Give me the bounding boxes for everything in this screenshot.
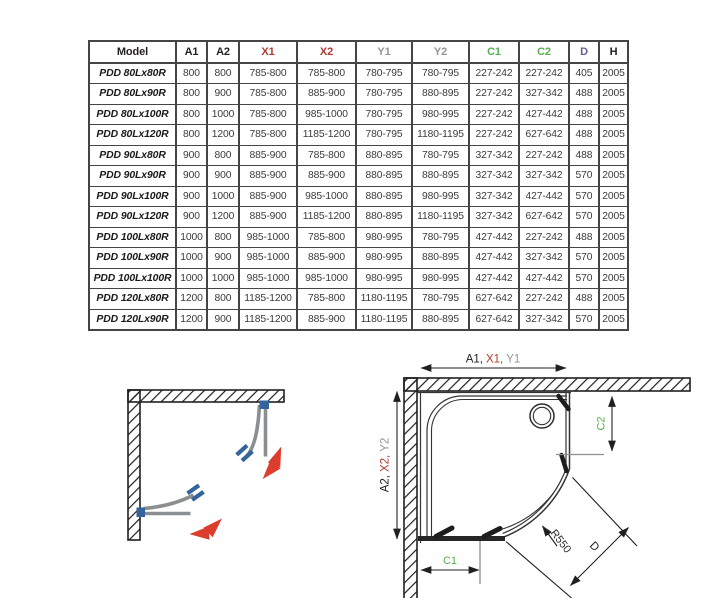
value-cell: 800 — [207, 63, 239, 84]
value-cell: 227-242 — [519, 227, 569, 248]
value-cell: 227-242 — [469, 63, 519, 84]
model-cell: PDD 100Lx100R — [89, 268, 176, 289]
column-header-y1: Y1 — [356, 41, 412, 63]
value-cell: 488 — [569, 104, 599, 125]
door-left — [137, 484, 221, 534]
value-cell: 570 — [569, 309, 599, 330]
value-cell: 1200 — [207, 207, 239, 228]
table-row — [89, 227, 628, 248]
door-open-panel — [246, 405, 260, 458]
door-swing-arrow — [192, 520, 221, 534]
value-cell: 627-642 — [469, 289, 519, 310]
model-cell: PDD 120Lx90R — [89, 309, 176, 330]
value-cell: 985-1000 — [239, 248, 297, 269]
value-cell: 980-995 — [356, 227, 412, 248]
value-cell: 570 — [569, 268, 599, 289]
value-cell: 985-1000 — [297, 104, 356, 125]
value-cell: 627-642 — [519, 207, 569, 228]
tick-lines — [480, 455, 604, 585]
value-cell: 900 — [207, 166, 239, 187]
value-cell: 488 — [569, 84, 599, 105]
value-cell: 570 — [569, 207, 599, 228]
value-cell: 885-900 — [239, 186, 297, 207]
table-row — [89, 248, 628, 269]
value-cell: 2005 — [599, 268, 628, 289]
column-header-d: D — [569, 41, 599, 63]
model-cell: PDD 90Lx90R — [89, 166, 176, 187]
value-cell: 427-442 — [519, 186, 569, 207]
value-cell: 1185-1200 — [239, 289, 297, 310]
value-cell: 1000 — [176, 248, 207, 269]
column-header-a2: A2 — [207, 41, 239, 63]
value-cell: 627-642 — [469, 309, 519, 330]
table-row — [89, 104, 628, 125]
value-cell: 1000 — [207, 268, 239, 289]
table-row — [89, 309, 628, 330]
value-cell: 1180-1195 — [356, 289, 412, 310]
value-cell: 800 — [176, 104, 207, 125]
spec-table-wrap — [88, 40, 629, 331]
header-row — [89, 41, 628, 63]
value-cell: 785-800 — [297, 63, 356, 84]
value-cell: 2005 — [599, 166, 628, 187]
value-cell: 405 — [569, 63, 599, 84]
value-cell: 1180-1195 — [412, 125, 469, 146]
value-cell: 885-900 — [297, 166, 356, 187]
column-header-x1: X1 — [239, 41, 297, 63]
value-cell: 880-895 — [356, 186, 412, 207]
dim-label-top: A1, X1, Y1 — [465, 353, 521, 366]
dim-label-c1: C1 — [442, 555, 458, 567]
value-cell: 2005 — [599, 309, 628, 330]
value-cell: 880-895 — [412, 309, 469, 330]
value-cell: 900 — [176, 207, 207, 228]
wall-hatch-top — [404, 378, 690, 391]
door-swing-diagram — [110, 385, 330, 598]
door-handle-icon — [484, 529, 500, 537]
value-cell: 227-242 — [469, 104, 519, 125]
model-cell: PDD 100Lx90R — [89, 248, 176, 269]
value-cell: 2005 — [599, 227, 628, 248]
wall-hatch-top — [128, 390, 284, 402]
value-cell: 785-800 — [239, 125, 297, 146]
value-cell: 1185-1200 — [297, 207, 356, 228]
dimension-diagram — [380, 350, 707, 598]
table-row — [89, 145, 628, 166]
table-row — [89, 166, 628, 187]
value-cell: 570 — [569, 186, 599, 207]
model-cell: PDD 80Lx90R — [89, 84, 176, 105]
value-cell: 900 — [207, 248, 239, 269]
model-cell: PDD 90Lx100R — [89, 186, 176, 207]
value-cell: 488 — [569, 145, 599, 166]
value-cell: 427-442 — [469, 227, 519, 248]
table-row — [89, 186, 628, 207]
value-cell: 785-800 — [239, 104, 297, 125]
value-cell: 1185-1200 — [239, 309, 297, 330]
value-cell: 1000 — [176, 268, 207, 289]
value-cell: 880-895 — [356, 145, 412, 166]
value-cell: 1180-1195 — [412, 207, 469, 228]
value-cell: 1200 — [176, 309, 207, 330]
value-cell: 900 — [176, 186, 207, 207]
value-cell: 880-895 — [412, 166, 469, 187]
value-cell: 885-900 — [239, 166, 297, 187]
value-cell: 1200 — [176, 289, 207, 310]
value-cell: 2005 — [599, 248, 628, 269]
value-cell: 570 — [569, 166, 599, 187]
value-cell: 980-995 — [412, 186, 469, 207]
value-cell: 780-795 — [412, 289, 469, 310]
column-header-c2: C2 — [519, 41, 569, 63]
value-cell: 885-900 — [239, 145, 297, 166]
value-cell: 627-642 — [519, 125, 569, 146]
column-header-model: Model — [89, 41, 176, 63]
table-row — [89, 268, 628, 289]
value-cell: 327-342 — [469, 166, 519, 187]
value-cell: 985-1000 — [297, 268, 356, 289]
value-cell: 780-795 — [356, 63, 412, 84]
corner-bracket-icon — [559, 396, 569, 409]
door-handle-icon — [436, 528, 452, 537]
table-row — [89, 207, 628, 228]
value-cell: 1185-1200 — [297, 125, 356, 146]
value-cell: 780-795 — [412, 227, 469, 248]
value-cell: 327-342 — [519, 309, 569, 330]
door-hinge-icon — [137, 508, 146, 518]
value-cell: 427-442 — [519, 104, 569, 125]
value-cell: 785-800 — [239, 84, 297, 105]
value-cell: 885-900 — [239, 207, 297, 228]
value-cell: 2005 — [599, 84, 628, 105]
value-cell: 985-1000 — [239, 227, 297, 248]
value-cell: 900 — [207, 84, 239, 105]
value-cell: 885-900 — [297, 248, 356, 269]
column-header-h: H — [599, 41, 628, 63]
value-cell: 2005 — [599, 207, 628, 228]
value-cell: 780-795 — [356, 104, 412, 125]
value-cell: 1000 — [176, 227, 207, 248]
value-cell: 1000 — [207, 104, 239, 125]
value-cell: 327-342 — [519, 248, 569, 269]
value-cell: 880-895 — [412, 84, 469, 105]
model-cell: PDD 100Lx80R — [89, 227, 176, 248]
door-hinge-icon — [260, 401, 270, 410]
value-cell: 985-1000 — [297, 186, 356, 207]
model-cell: PDD 80Lx120R — [89, 125, 176, 146]
value-cell: 880-895 — [356, 166, 412, 187]
dim-label-c2: C2 — [595, 416, 608, 431]
value-cell: 570 — [569, 248, 599, 269]
value-cell: 800 — [207, 227, 239, 248]
value-cell: 980-995 — [356, 248, 412, 269]
value-cell: 800 — [207, 145, 239, 166]
value-cell: 327-342 — [469, 145, 519, 166]
column-header-c1: C1 — [469, 41, 519, 63]
value-cell: 427-442 — [519, 268, 569, 289]
value-cell: 2005 — [599, 186, 628, 207]
value-cell: 2005 — [599, 125, 628, 146]
model-cell: PDD 90Lx120R — [89, 207, 176, 228]
column-header-a1: A1 — [176, 41, 207, 63]
model-cell: PDD 80Lx80R — [89, 63, 176, 84]
value-cell: 2005 — [599, 289, 628, 310]
table-row — [89, 125, 628, 146]
value-cell: 885-900 — [297, 84, 356, 105]
value-cell: 980-995 — [412, 268, 469, 289]
value-cell: 488 — [569, 227, 599, 248]
value-cell: 980-995 — [412, 104, 469, 125]
dim-d-arrow — [571, 528, 629, 586]
value-cell: 800 — [207, 289, 239, 310]
value-cell: 327-342 — [519, 166, 569, 187]
dim-label-d: D — [586, 539, 602, 555]
value-cell: 800 — [176, 84, 207, 105]
value-cell: 488 — [569, 125, 599, 146]
value-cell: 1200 — [207, 125, 239, 146]
value-cell: 327-342 — [469, 186, 519, 207]
value-cell: 780-795 — [412, 145, 469, 166]
dim-label-left: A2,X2,Y2 — [380, 437, 392, 493]
value-cell: 327-342 — [469, 207, 519, 228]
value-cell: 985-1000 — [239, 268, 297, 289]
value-cell: 227-242 — [469, 125, 519, 146]
value-cell: 800 — [176, 125, 207, 146]
dim-d-extension — [573, 478, 638, 547]
value-cell: 2005 — [599, 104, 628, 125]
value-cell: 900 — [176, 166, 207, 187]
value-cell: 427-442 — [469, 248, 519, 269]
value-cell: 800 — [176, 63, 207, 84]
value-cell: 900 — [207, 309, 239, 330]
model-cell: PDD 120Lx80R — [89, 289, 176, 310]
value-cell: 780-795 — [356, 84, 412, 105]
spec-table — [88, 40, 629, 331]
value-cell: 227-242 — [519, 63, 569, 84]
radius-label: R550 — [547, 527, 574, 556]
wall-hatch-left — [404, 378, 417, 598]
value-cell: 1180-1195 — [356, 309, 412, 330]
value-cell: 227-242 — [519, 289, 569, 310]
table-row — [89, 63, 628, 84]
value-cell: 785-800 — [239, 63, 297, 84]
value-cell: 427-442 — [469, 268, 519, 289]
value-cell: 2005 — [599, 63, 628, 84]
value-cell: 785-800 — [297, 289, 356, 310]
value-cell: 780-795 — [412, 63, 469, 84]
value-cell: 1000 — [207, 186, 239, 207]
value-cell: 780-795 — [356, 125, 412, 146]
model-cell: PDD 80Lx100R — [89, 104, 176, 125]
wall-hatch-left — [128, 390, 140, 540]
value-cell: 785-800 — [297, 227, 356, 248]
value-cell: 2005 — [599, 145, 628, 166]
value-cell: 880-895 — [412, 248, 469, 269]
door-right — [235, 401, 280, 478]
value-cell: 227-242 — [519, 145, 569, 166]
value-cell: 488 — [569, 289, 599, 310]
bottom-rail — [418, 536, 505, 541]
value-cell: 227-242 — [469, 84, 519, 105]
value-cell: 885-900 — [297, 309, 356, 330]
door-open-panel — [144, 495, 194, 509]
dimension-lines — [397, 368, 637, 598]
value-cell: 880-895 — [356, 207, 412, 228]
table-row — [89, 289, 628, 310]
model-cell: PDD 90Lx80R — [89, 145, 176, 166]
column-header-y2: Y2 — [412, 41, 469, 63]
value-cell: 327-342 — [519, 84, 569, 105]
value-cell: 900 — [176, 145, 207, 166]
value-cell: 785-800 — [297, 145, 356, 166]
table-row — [89, 84, 628, 105]
column-header-x2: X2 — [297, 41, 356, 63]
value-cell: 980-995 — [356, 268, 412, 289]
